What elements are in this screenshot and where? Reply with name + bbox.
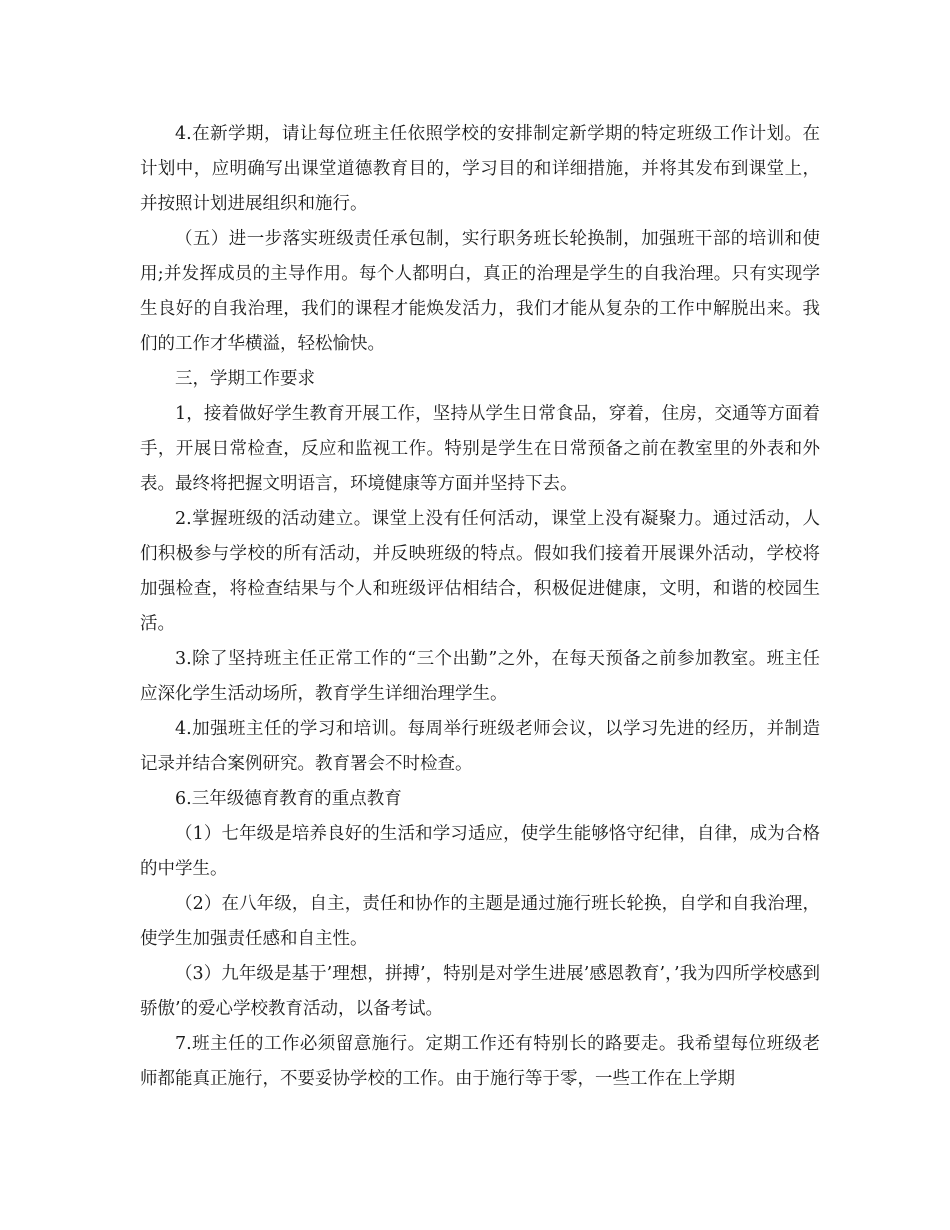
paragraph: （2）在八年级，自主，责任和协作的主题是通过施行班长轮换，自学和自我治理，使学生加强责任感和自主性。	[140, 894, 820, 949]
paragraph: 4.加强班主任的学习和培训。每周举行班级老师会议，以学习先进的经历，并制造记录并结合案例研究。教育署会不时检查。	[140, 719, 820, 774]
section-heading: 三，学期工作要求	[175, 369, 315, 389]
paragraph: 1，接着做好学生教育开展工作，坚持从学生日常食品，穿着，住房，交通等方面着手，开展日常检查，反应和监视工作。特别是学生在日常预备之前在教室里的外表和外表。最终将把握文明语言，环境健康等方面并坚持下去。	[140, 404, 820, 494]
paragraph: 4.在新学期，请让每位班主任依照学校的安排制定新学期的特定班级工作计划。在计划中，应明确写出课堂道德教育目的，学习目的和详细措施，并将其发布到课堂上，并按照计划进展组织和施行。	[140, 124, 820, 214]
paragraph: （1）七年级是培养良好的生活和学习适应，使学生能够恪守纪律，自律，成为合格的中学生。	[140, 824, 820, 879]
document-body	[140, 117, 820, 1097]
paragraph: 3.除了坚持班主任正常工作的“三个出勤”之外，在每天预备之前参加教室。班主任应深化学生活动场所，教育学生详细治理学生。	[140, 649, 820, 704]
paragraph: 2.掌握班级的活动建立。课堂上没有任何活动，课堂上没有凝聚力。通过活动，人们积极参与学校的所有活动，并反映班级的特点。假如我们接着开展课外活动，学校将加强检查，将检查结果与个人和班级评估相结合，积极促进健康，文明，和谐的校园生活。	[140, 509, 820, 634]
paragraph: 7.班主任的工作必须留意施行。定期工作还有特别长的路要走。我希望每位班级老师都能真正施行，不要妥协学校的工作。由于施行等于零，一些工作在上学期	[140, 1034, 820, 1089]
paragraph: （五）进一步落实班级责任承包制，实行职务班长轮换制，加强班干部的培训和使用;并发挥成员的主导作用。每个人都明白，真正的治理是学生的自我治理。只有实现学生良好的自我治理，我们的课程才能焕发活力，我们才能从复杂的工作中解脱出来。我们的工作才华横溢，轻松愉快。	[140, 229, 820, 354]
paragraph: （3）九年级是基于’理想，拼搏’，特别是对学生进展’感恩教育’，’我为四所学校感到骄傲’的爱心学校教育活动，以备考试。	[140, 964, 820, 1019]
section-heading: 6.三年级德育教育的重点教育	[175, 789, 402, 809]
